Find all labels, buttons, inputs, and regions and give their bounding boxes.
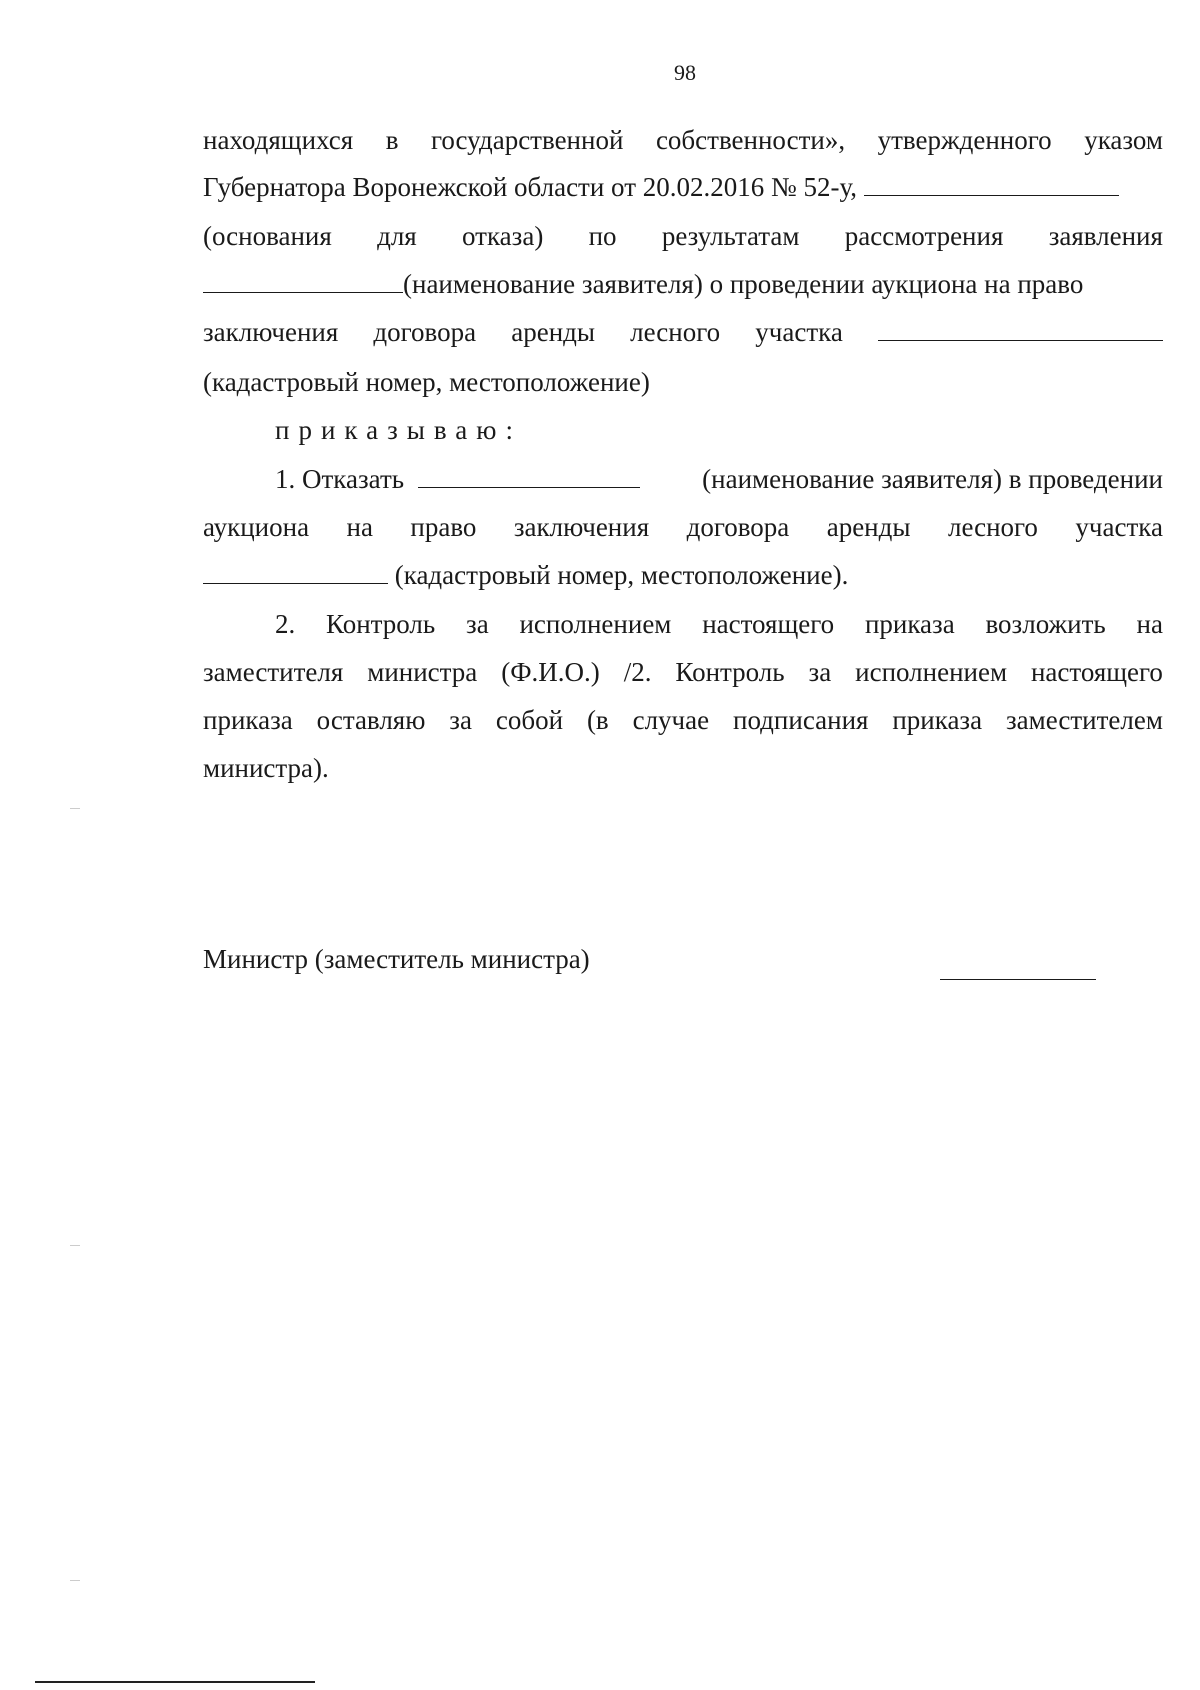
word: указом <box>1084 125 1163 155</box>
word: 2. <box>275 609 296 639</box>
word: рассмотрения <box>844 221 1004 251</box>
word: договора <box>686 512 790 542</box>
line-text: Губернатора Воронежской области от 20.02.2016 № 52-у, <box>203 172 858 202</box>
word: по <box>588 221 617 251</box>
word: аренды <box>826 512 911 542</box>
blank-field-cadastral-2 <box>203 561 388 584</box>
word: участка <box>755 317 843 347</box>
scan-mark <box>70 808 80 809</box>
paragraph-line-3 <box>203 219 1163 253</box>
word: за <box>808 657 832 687</box>
word: /2. <box>623 657 652 687</box>
line-text: (кадастровый номер, местоположение) <box>203 367 650 397</box>
word: заключения <box>203 317 339 347</box>
word: отказа) <box>462 221 544 251</box>
paragraph-line-13 <box>203 703 1163 737</box>
line-text: (наименование заявителя) о проведении аукциона на право <box>403 269 1084 299</box>
word: приказа <box>203 705 293 735</box>
word: заключения <box>513 512 650 542</box>
blank-field-applicant <box>203 270 403 293</box>
line-text: приказываю: <box>275 415 522 445</box>
signature-line <box>940 979 1096 980</box>
word: находящихся <box>203 125 354 155</box>
word: за <box>466 609 489 639</box>
word: (в <box>586 705 609 735</box>
bottom-rule <box>35 1681 315 1683</box>
scan-mark <box>70 1245 80 1246</box>
word: возложить <box>985 609 1106 639</box>
line-text: (кадастровый номер, местоположение). <box>394 560 849 590</box>
paragraph-line-5 <box>203 315 1163 349</box>
order-keyword <box>275 413 1200 447</box>
word: на <box>1136 609 1163 639</box>
word: приказа <box>864 609 955 639</box>
word: утвержденного <box>877 125 1052 155</box>
paragraph-line-11 <box>275 607 1163 641</box>
blank-field-applicant-2 <box>418 465 640 488</box>
word: Контроль <box>675 657 785 687</box>
page-number: 98 <box>674 60 696 85</box>
word: аукциона <box>203 512 310 542</box>
word: заместителя <box>203 657 344 687</box>
blank-field-cadastral <box>878 318 1163 341</box>
word: лесного <box>630 317 721 347</box>
word: случае <box>632 705 710 735</box>
word: заявления <box>1048 221 1163 251</box>
word: право <box>410 512 477 542</box>
paragraph-line-2 <box>203 170 1163 204</box>
word: лесного <box>947 512 1038 542</box>
paragraph-line-6 <box>203 365 1163 399</box>
word: за <box>449 705 472 735</box>
word: исполнением <box>519 609 672 639</box>
word: собой <box>495 705 564 735</box>
word: приказа <box>892 705 983 735</box>
paragraph-line-10 <box>203 558 1163 592</box>
word: договора <box>373 317 477 347</box>
word: на <box>346 512 373 542</box>
word: оставляю <box>316 705 426 735</box>
word: для <box>377 221 417 251</box>
word: в <box>385 125 399 155</box>
word: результатам <box>661 221 800 251</box>
blank-field-reason <box>864 173 1119 196</box>
line-text: министра). <box>203 753 329 783</box>
word: настоящего <box>1030 657 1163 687</box>
word: собственности», <box>655 125 846 155</box>
line-text: 1. Отказать <box>275 464 405 494</box>
paragraph-line-14 <box>203 751 1163 785</box>
paragraph-line-12 <box>203 655 1163 689</box>
word: участка <box>1075 512 1163 542</box>
word: (основания <box>203 221 332 251</box>
paragraph-line-4 <box>203 267 1163 301</box>
word: министра <box>367 657 478 687</box>
scan-mark <box>70 1580 80 1581</box>
word: заместителем <box>1006 705 1163 735</box>
paragraph-line-8 <box>275 462 1163 496</box>
word: (Ф.И.О.) <box>501 657 600 687</box>
paragraph-line-1 <box>203 123 1163 157</box>
word: Контроль <box>326 609 436 639</box>
word: настоящего <box>702 609 835 639</box>
word: государственной <box>430 125 624 155</box>
word: аренды <box>511 317 596 347</box>
paragraph-line-9 <box>203 510 1163 544</box>
word: подписания <box>733 705 869 735</box>
word: исполнением <box>855 657 1008 687</box>
signature-label: Министр (заместитель министра) <box>203 944 590 974</box>
line-text: (наименование заявителя) в проведении <box>702 464 1163 494</box>
